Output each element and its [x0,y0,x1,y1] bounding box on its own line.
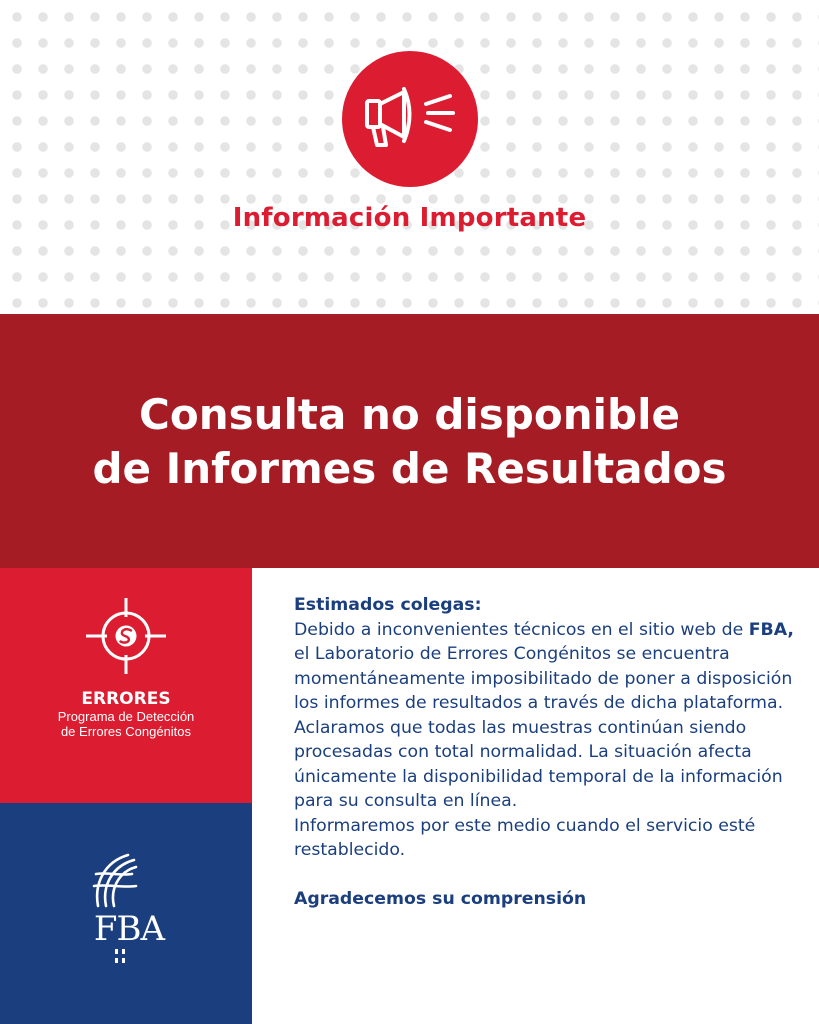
program-name: ERRORES [81,689,171,709]
closing-text: Agradecemos su comprensión [294,888,587,909]
banner-title-line-2: de Informes de Resultados [92,444,727,493]
megaphone-icon [342,51,478,187]
greeting: Estimados colegas: [294,595,482,615]
fba-mention: FBA, [748,619,794,640]
message-paragraph-2: Aclaramos que todas las muestras continúan siendo procesadas con total normalidad. La situación afecta únicamente la disponibilidad temporal de la información para su consulta en línea. [294,717,783,811]
program-subtitle [0,709,252,739]
important-info-title: Información Importante [232,203,587,233]
fba-logo-icon [92,852,138,910]
program-subtitle-line-2: de Errores Congénitos [60,724,192,739]
fba-logo-marks [113,949,133,965]
megaphone-badge [342,51,478,187]
message-paragraph-3: Informaremos por este medio cuando el servicio esté restablecido. [294,815,756,860]
message-paragraph-1-start: Debido a inconvenientes técnicos en el sitio web de [294,619,749,640]
program-subtitle-line-1: Programa de Detección [57,709,195,724]
message-paragraph-1 [294,618,804,716]
message-body [294,593,804,911]
crosshair-icon [84,596,168,676]
fba-logo-text: FBA [93,909,165,949]
message-paragraph-1-end: el Laboratorio de Errores Congénitos se encuentra momentáneamente imposibilitado de poner a disposición los informes de resultados a través de dicha plataforma. [294,644,793,713]
banner-title [0,388,819,496]
banner-title-line-1: Consulta no disponible [139,390,680,439]
